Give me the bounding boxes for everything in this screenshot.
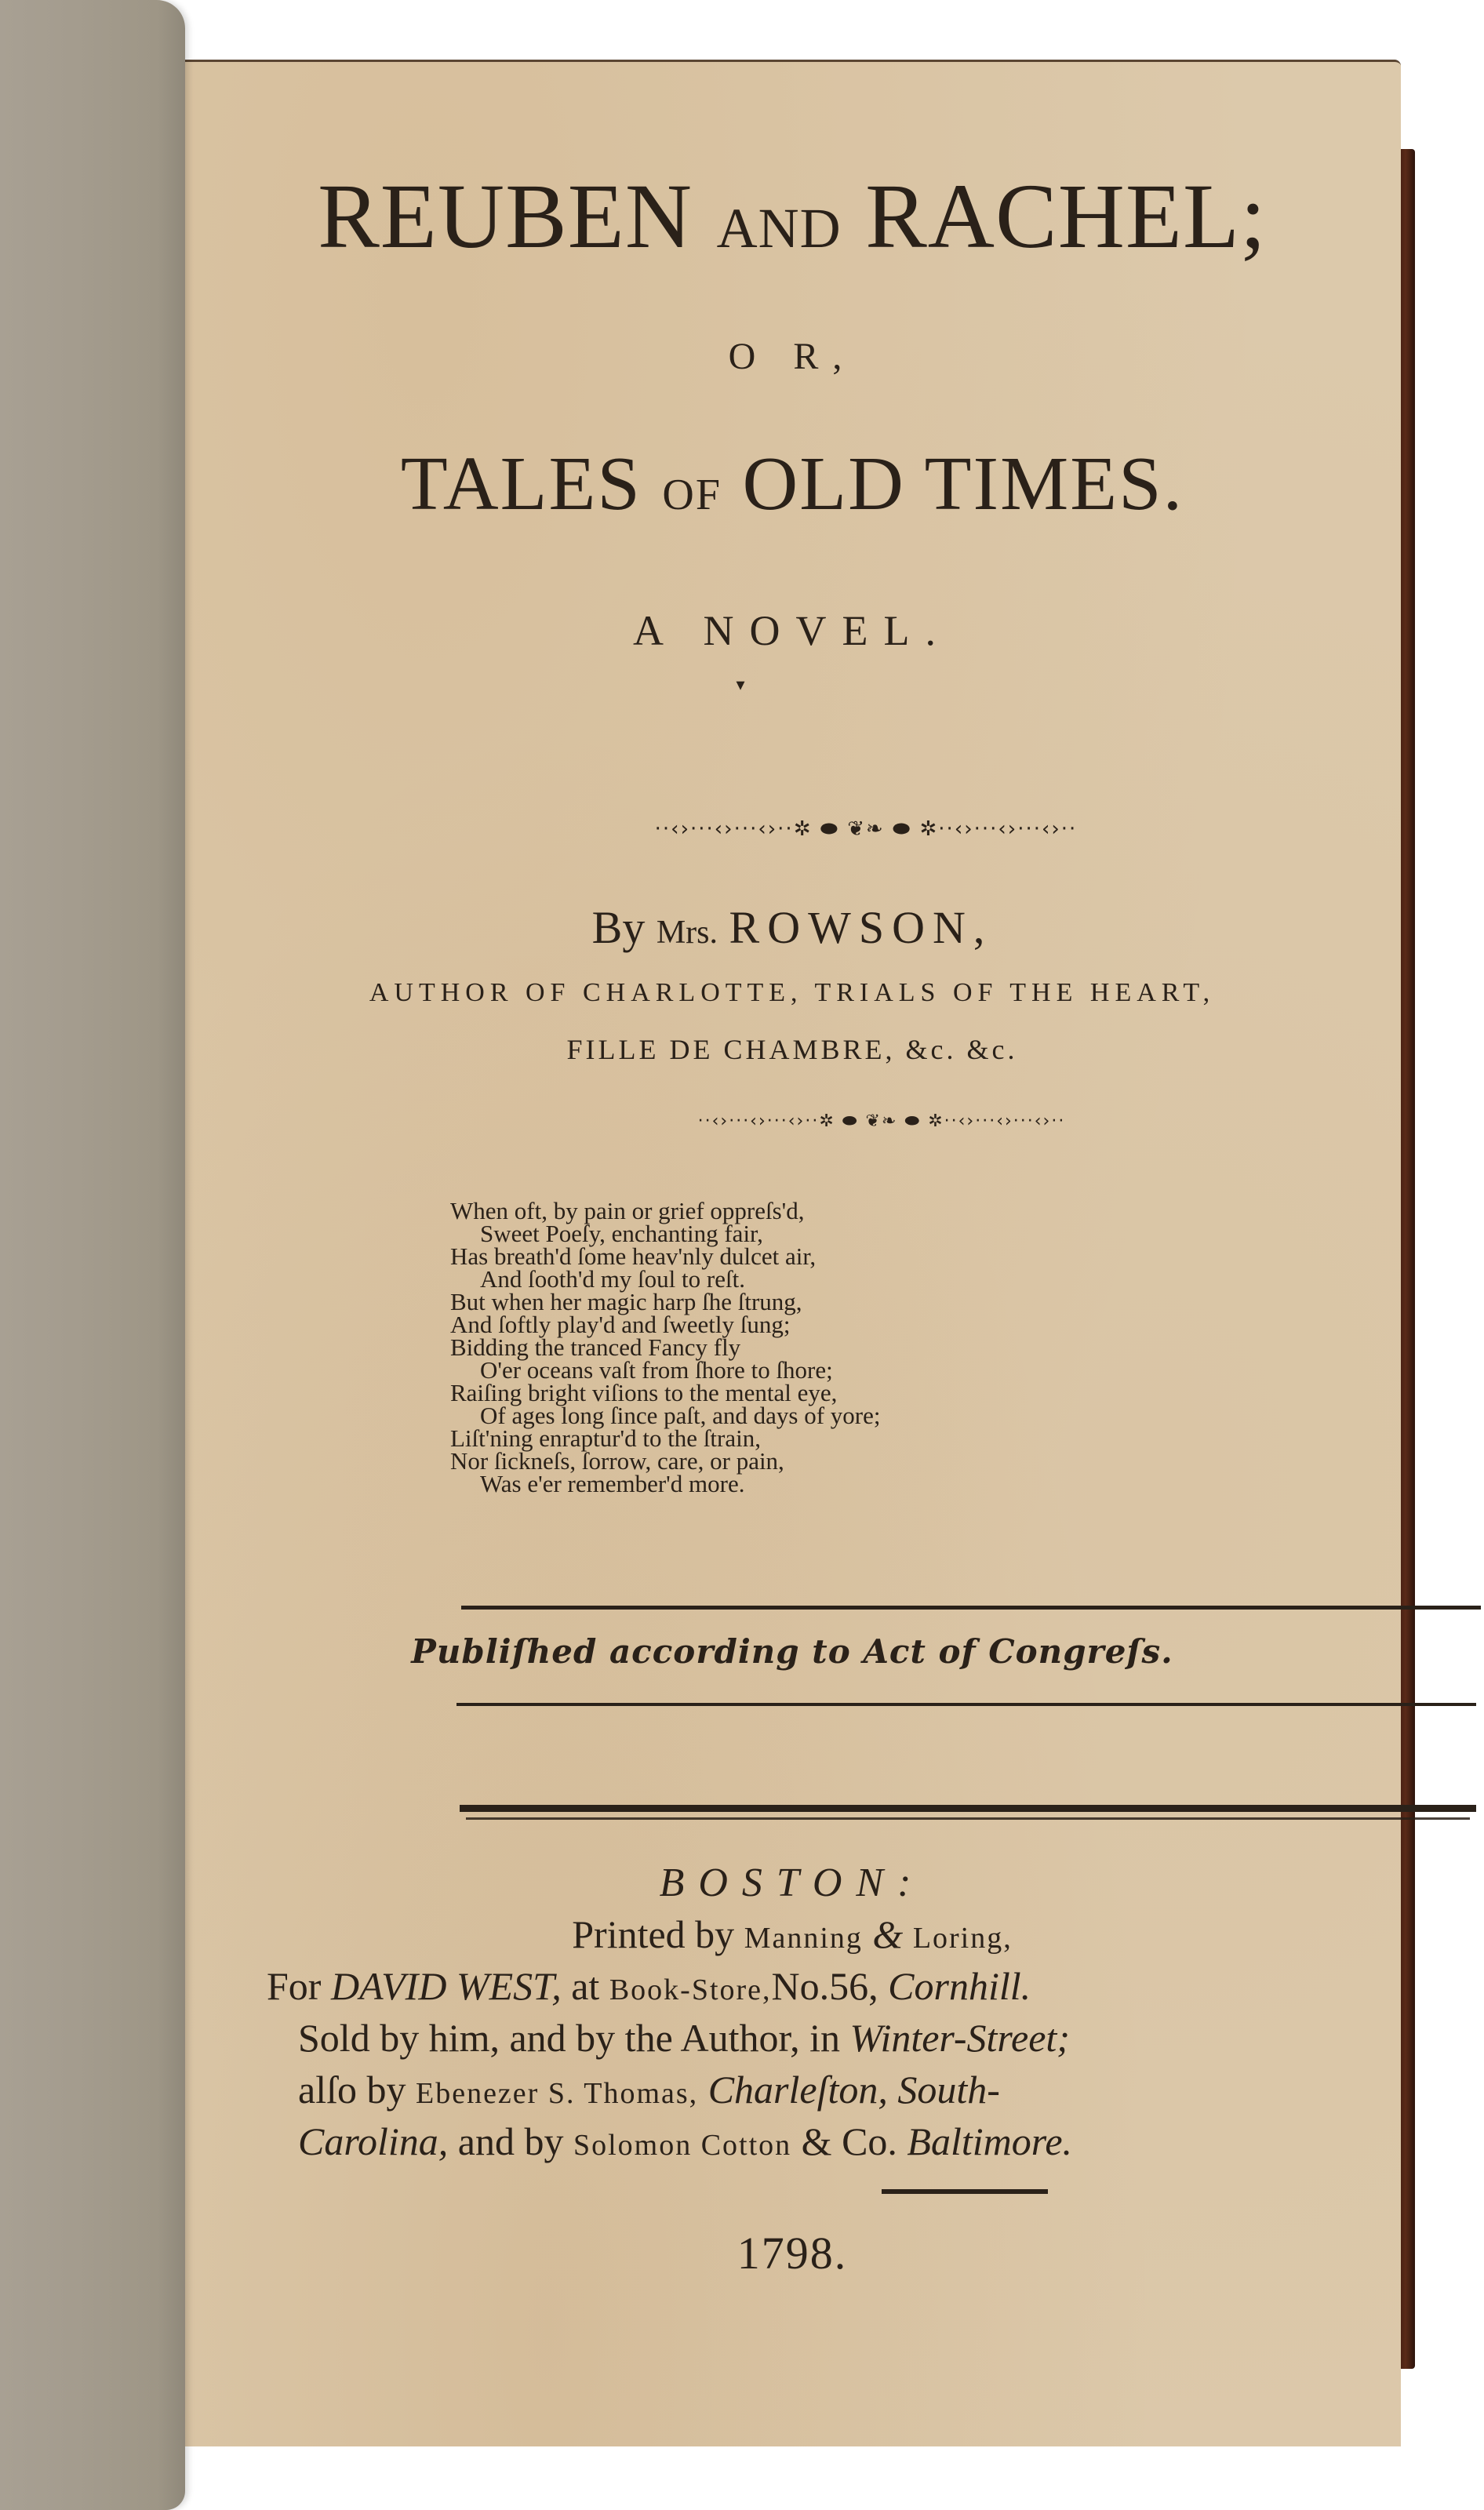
book-title	[184, 165, 1401, 267]
subtitle-of: OF	[662, 471, 722, 519]
imprint-place: Carolina,	[298, 2119, 449, 2163]
imprint-city: BOSTON:	[659, 1861, 926, 1905]
imprint-text: at	[571, 1964, 600, 2008]
poem-line: And ſoftly play'd and ſweetly ſung;	[450, 1311, 791, 1338]
imprint-also-line	[267, 2064, 1341, 2119]
rule-divider	[456, 1703, 1476, 1706]
title-word-and: AND	[716, 197, 842, 260]
imprint-place: Baltimore.	[907, 2119, 1073, 2163]
imprint-text: & Co.	[801, 2119, 897, 2163]
imprint-text: and by	[457, 2119, 564, 2163]
seller-name: Ebenezer S. Thomas,	[415, 2077, 699, 2110]
poem-line: Liſt'ning enraptur'd to the ſtrain,	[450, 1424, 761, 1452]
ampersand: &	[872, 1912, 904, 1956]
imprint-final-line	[267, 2115, 1341, 2171]
title-or: O R,	[728, 336, 857, 377]
imprint-text: For	[267, 1964, 322, 2008]
imprint-text: Printed by	[572, 1912, 735, 1956]
byline	[184, 901, 1401, 954]
poem-line: Nor ſickneſs, ſorrow, care, or pain,	[450, 1447, 784, 1475]
imprint-text: alſo by	[298, 2068, 406, 2112]
imprint-sold-line	[267, 2012, 1341, 2064]
author-name: ROWSON,	[729, 902, 993, 953]
title-word-reuben: REUBEN	[318, 165, 693, 267]
publisher-name: DAVID WEST,	[330, 1964, 562, 2008]
publication-year: 1798.	[737, 2228, 848, 2279]
subtitle-old-times: OLD TIMES.	[742, 442, 1184, 526]
seller-name: Solomon Cotton	[573, 2129, 792, 2162]
author-works-line1: AUTHOR OF CHARLOTTE, TRIALS OF THE HEART,	[369, 978, 1216, 1007]
imprint-address: No.56,	[771, 1964, 878, 2008]
poem-line: When oft, by pain or grief oppreſs'd,	[450, 1197, 805, 1224]
poem-line: But when her magic harp ſhe ſtrung,	[450, 1288, 802, 1315]
rule-divider	[461, 1606, 1481, 1610]
imprint-place: Cornhill.	[888, 1964, 1031, 2008]
title-word-rachel: RACHEL;	[865, 165, 1267, 267]
poem-line: Bidding the tranced Fancy fly	[450, 1333, 741, 1361]
double-rule-thin	[466, 1817, 1470, 1820]
flyleaf-page	[0, 0, 185, 2510]
imprint-place: Charleſton, South-	[707, 2068, 1000, 2112]
genre-label: A NOVEL.	[633, 607, 951, 654]
ornament-divider-bottom: ··‹›···‹›···‹›··✲ ⬬ ❦❧ ⬬ ✲··‹›···‹›···‹›··	[697, 1111, 1066, 1131]
title-page	[184, 60, 1401, 2446]
byline-by: By	[591, 902, 646, 953]
poem-line: Of ages long ſince paſt, and days of yore;	[480, 1402, 881, 1429]
imprint-printer-line	[184, 1908, 1401, 1964]
author-works-line2: FILLE DE CHAMBRE, &c. &c.	[566, 1034, 1018, 1065]
byline-mrs: Mrs.	[656, 915, 718, 951]
poem-line: O'er oceans vaſt from ſhore to ſhore;	[480, 1356, 833, 1384]
double-rule-thick	[460, 1805, 1476, 1812]
imprint-text: Book-Store,	[609, 1973, 772, 2006]
subtitle-tales: TALES	[400, 442, 642, 526]
copyright-notice: Publiſhed according to Act of Congreſs.	[411, 1632, 1173, 1671]
poem-line: And ſooth'd my ſoul to reſt.	[480, 1265, 745, 1293]
imprint-place: Winter-Street;	[849, 2016, 1070, 2060]
imprint-text: Sold by him, and by the Author, in	[298, 2016, 841, 2060]
poem-line: Sweet Poeſy, enchanting fair,	[480, 1220, 763, 1247]
poem-line: Has breath'd ſome heav'nly dulcet air,	[450, 1242, 817, 1270]
short-rule	[882, 2189, 1048, 2194]
poem-line: Was e'er remember'd more.	[480, 1470, 745, 1497]
ornament-divider-top: ··‹›···‹›···‹›··✲ ⬬ ❦❧ ⬬ ✲··‹›···‹›···‹›··	[654, 817, 1078, 841]
poem-line: Raiſing bright viſions to the mental eye,	[450, 1379, 838, 1406]
printer-name: Manning	[744, 1922, 863, 1955]
subtitle	[184, 440, 1401, 528]
printer-name: Loring,	[912, 1922, 1013, 1955]
epigraph-poem	[450, 1199, 1156, 1495]
imprint-publisher-line	[267, 1960, 1310, 2016]
printer-mark-icon: ▾	[736, 675, 745, 695]
